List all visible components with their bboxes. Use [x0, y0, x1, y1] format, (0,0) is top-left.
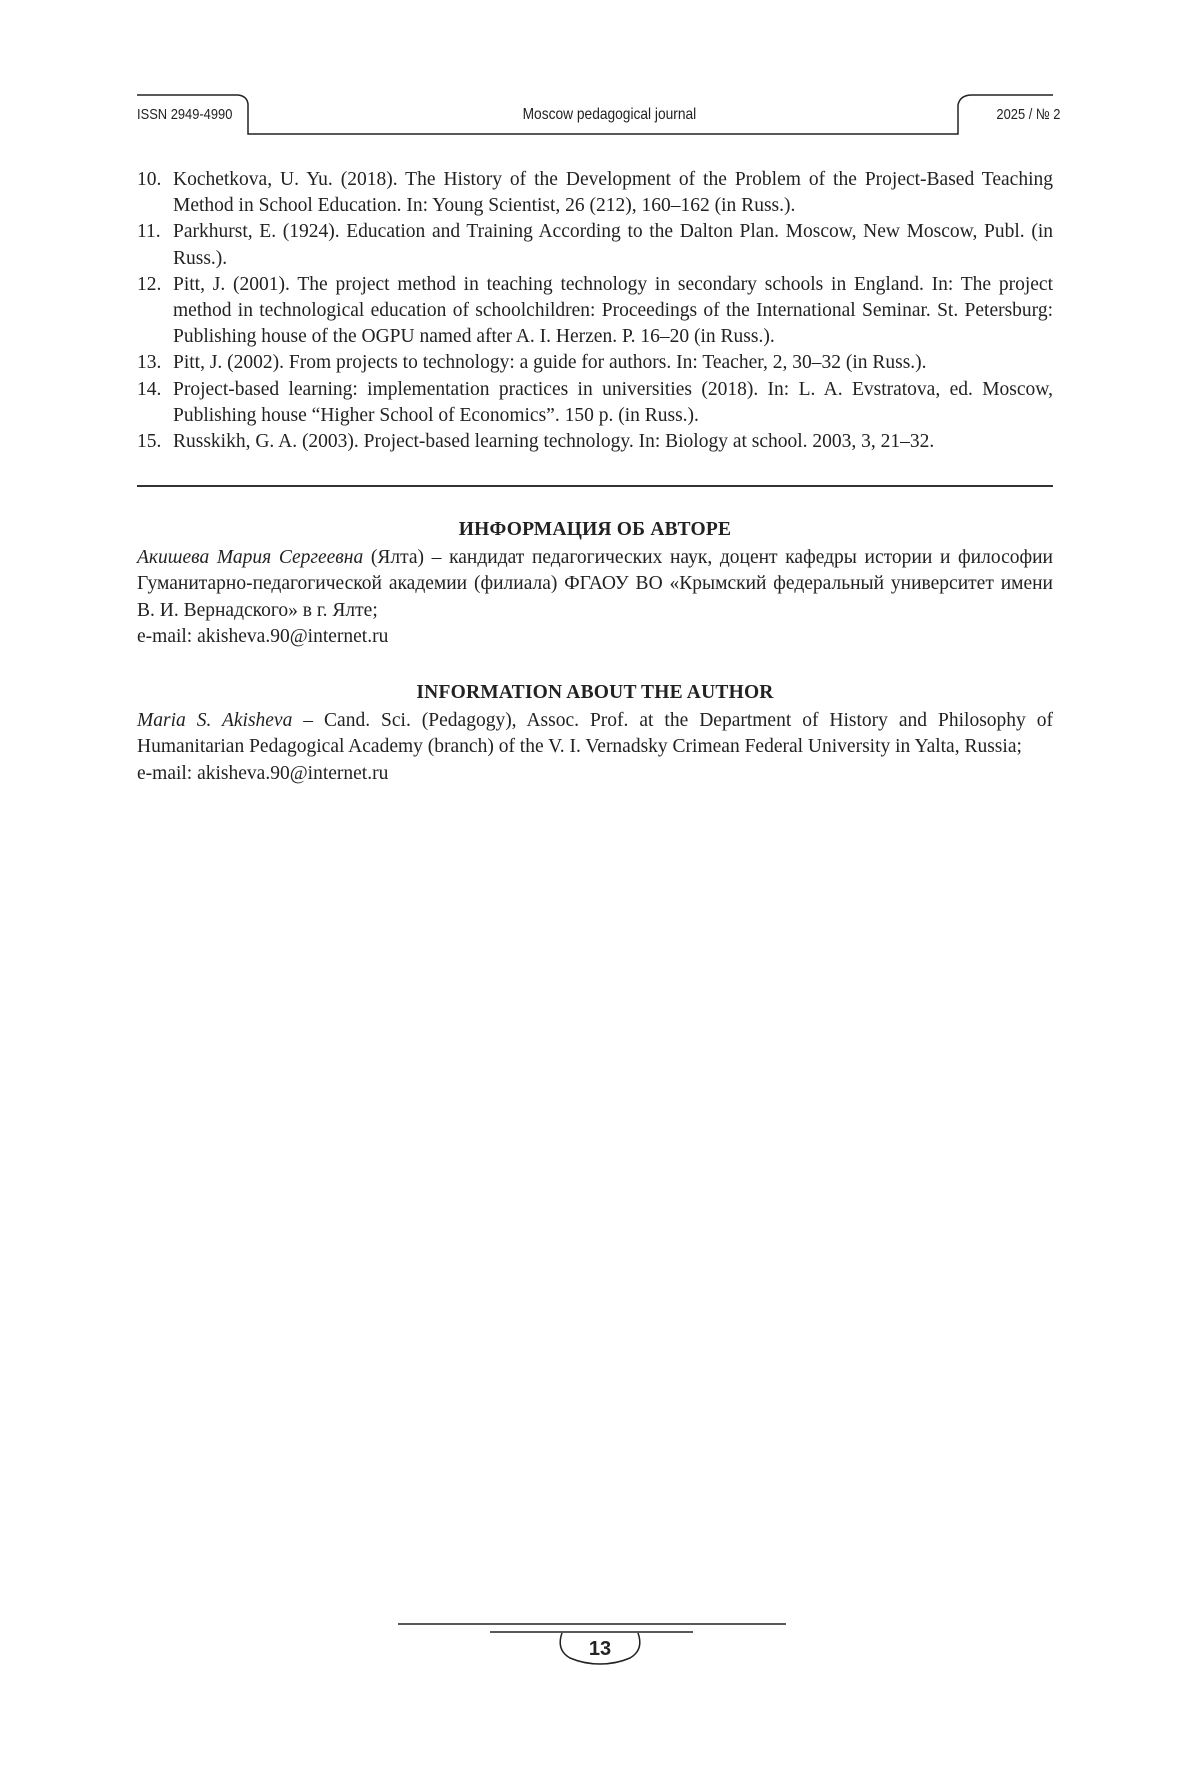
reference-text: Pitt, J. (2002). From projects to technology: a guide for authors. In: Teacher, 2, 30–32 (in Russ.).	[173, 352, 927, 373]
page-number: 13	[570, 1638, 630, 1661]
reference-number: 14.	[137, 377, 167, 403]
author-bio-en	[137, 708, 1053, 761]
reference-number: 15.	[137, 429, 167, 455]
header-issue: 2025 / № 2	[996, 106, 1060, 123]
author-bio-ru	[137, 545, 1053, 625]
reference-number: 10.	[137, 167, 167, 193]
header-journal-title: Moscow pedagogical journal	[523, 106, 678, 124]
author-email-en: e-mail: akisheva.90@internet.ru	[137, 761, 1053, 788]
author-info-ru	[137, 517, 1053, 651]
reference-item	[137, 272, 1053, 351]
reference-item	[137, 350, 1053, 376]
reference-number: 13.	[137, 350, 167, 376]
reference-text: Project-based learning: implementation practices in universities (2018). In: L. A. Evstratova, ed. Moscow, Publishing house “Higher School of Economics”. 150 p. (in Russ.).	[173, 379, 1053, 426]
author-heading-ru: ИНФОРМАЦИЯ ОБ АВТОРЕ	[137, 517, 1053, 544]
section-divider	[137, 485, 1053, 487]
page-footer	[0, 1600, 1200, 1680]
header-rule	[0, 0, 1200, 150]
reference-text: Pitt, J. (2001). The project method in teaching technology in secondary schools in England. In: The project method in technological education of schoolchildren: Proceedings of the International Seminar. St. Petersburg: Publishing house of the OGPU named after A. I. Herzen. P. 16–20 (in Russ.).	[173, 274, 1053, 347]
reference-list	[137, 167, 1053, 455]
author-email-ru: e-mail: akisheva.90@internet.ru	[137, 624, 1053, 651]
reference-item	[137, 167, 1053, 219]
reference-number: 12.	[137, 272, 167, 298]
header-issn: ISSN 2949-4990	[137, 106, 232, 123]
author-name-ru: Акишева Мария Сергеевна	[137, 547, 363, 568]
reference-item	[137, 429, 1053, 455]
reference-number: 11.	[137, 219, 167, 245]
reference-text: Kochetkova, U. Yu. (2018). The History of the Development of the Problem of the Project-Based Teaching Method in School Education. In: Young Scientist, 26 (212), 160–162 (in Russ.).	[173, 169, 1053, 216]
author-info-en	[137, 680, 1053, 787]
reference-text: Parkhurst, E. (1924). Education and Training According to the Dalton Plan. Moscow, New Moscow, Publ. (in Russ.).	[173, 221, 1053, 268]
running-header	[0, 0, 1200, 150]
author-name-en: Maria S. Akisheva	[137, 710, 292, 731]
reference-item	[137, 219, 1053, 271]
author-heading-en: INFORMATION ABOUT THE AUTHOR	[137, 680, 1053, 707]
author-description-en: – Cand. Sci. (Pedagogy), Assoc. Prof. at the Department of History and Philosophy of Humanitarian Pedagogical Academy (branch) of the V. I. Vernadsky Crimean Federal University in Yalta, Russia;	[137, 710, 1053, 758]
reference-text: Russkikh, G. A. (2003). Project-based learning technology. In: Biology at school. 2003, 3, 21–32.	[173, 431, 934, 452]
author-description-ru: (Ялта) – кандидат педагогических наук, доцент кафедры истории и философии Гуманитарно-педагогической академии (филиала) ФГАОУ ВО «Крымский федеральный университет имени В. И. Вернадского» в г. Ялте;	[137, 547, 1053, 621]
reference-item	[137, 377, 1053, 429]
